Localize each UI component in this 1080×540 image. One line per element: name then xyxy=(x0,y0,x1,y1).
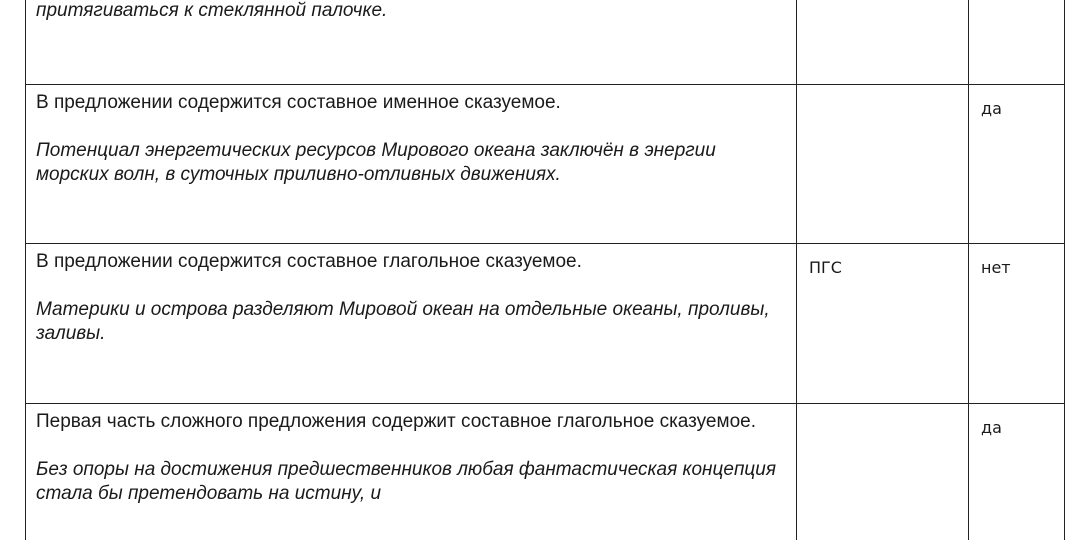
answer-cell xyxy=(797,0,969,85)
table-row xyxy=(26,85,1065,244)
correct-value: да xyxy=(981,99,1002,118)
statement-cell xyxy=(26,85,797,244)
answer-value xyxy=(797,0,968,13)
answer-cell xyxy=(797,244,969,404)
statement-cell xyxy=(26,404,797,540)
statement-cell xyxy=(26,0,797,85)
table-row xyxy=(26,0,1065,85)
correct-cell xyxy=(969,404,1065,540)
answer-value xyxy=(797,85,968,99)
correct-value: нет xyxy=(981,258,1011,277)
answers-table xyxy=(25,0,1065,540)
statement-text: В предложении содержится составное именное сказуемое. xyxy=(36,92,561,113)
correct-value xyxy=(969,0,1064,13)
correct-value: да xyxy=(981,418,1002,437)
statement-text: Первая часть сложного предложения содержит составное глагольное сказуемое. xyxy=(36,411,756,432)
table-row xyxy=(26,244,1065,404)
correct-cell xyxy=(969,244,1065,404)
answer-value xyxy=(797,404,968,418)
statement-cell xyxy=(26,244,797,404)
answer-cell xyxy=(797,85,969,244)
example-sentence: притягиваться к стеклянной палочке. xyxy=(36,0,388,21)
table-row xyxy=(26,404,1065,540)
statement-text: В предложении содержится составное глагольное сказуемое. xyxy=(36,251,582,272)
correct-cell xyxy=(969,85,1065,244)
answer-cell xyxy=(797,404,969,540)
example-sentence: Без опоры на достижения предшественников любая фантастическая концепция стала бы претендовать на истину, и xyxy=(36,459,776,504)
correct-cell xyxy=(969,0,1065,85)
answer-value: ПГС xyxy=(809,258,842,277)
example-sentence: Потенциал энергетических ресурсов Мирового океана заключён в энергии морских волн, в суточных приливно-отливных движениях. xyxy=(36,140,716,185)
example-sentence: Материки и острова разделяют Мировой океан на отдельные океаны, проливы, заливы. xyxy=(36,299,770,344)
